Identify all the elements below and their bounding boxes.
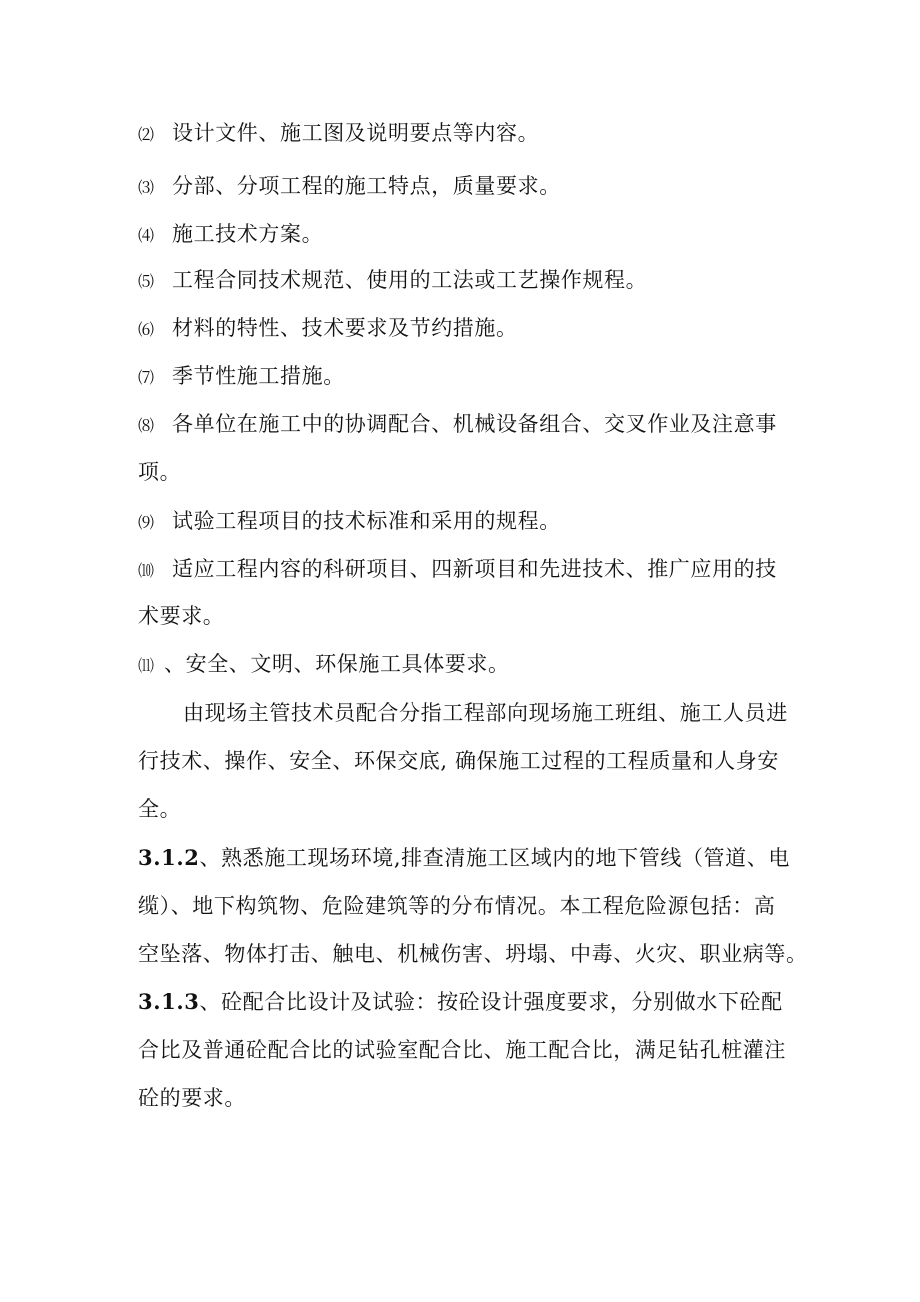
item-text: 各单位在施工中的协调配合、机械设备组合、交叉作业及注意事 xyxy=(172,412,777,436)
item-text: 分部、分项工程的施工特点，质量要求。 xyxy=(172,174,561,198)
item-text: 材料的特性、技术要求及节约措施。 xyxy=(172,316,518,340)
section-text: 、熟悉施工现场环境,排查清施工区域内的地下管线（管道、电 xyxy=(199,846,790,870)
item-number: ⑷ xyxy=(138,226,155,245)
list-item-2 xyxy=(138,121,788,147)
section-3-1-3-line-3: 砼的要求。 xyxy=(138,1086,246,1110)
item-text: 工程合同技术规范、使用的工法或工艺操作规程。 xyxy=(172,268,648,292)
list-item-10 xyxy=(138,557,788,583)
section-3-1-2-line-1 xyxy=(138,846,788,870)
section-3-1-3-line-1 xyxy=(138,990,788,1014)
item-text: 施工技术方案。 xyxy=(172,222,324,246)
paragraph-line-3: 全。 xyxy=(138,797,182,821)
item-text: 设计文件、施工图及说明要点等内容。 xyxy=(172,121,540,145)
list-item-9 xyxy=(138,509,788,535)
item-number: ⑹ xyxy=(138,320,155,339)
section-3-1-2-line-2: 缆）、地下构筑物、危险建筑等的分布情况。本工程危险源包括：高 xyxy=(138,894,776,918)
section-number: 3.1.2 xyxy=(138,845,200,870)
item-text: 试验工程项目的技术标准和采用的规程。 xyxy=(172,509,561,533)
item-number: ⑽ xyxy=(138,561,155,580)
item-text: 季节性施工措施。 xyxy=(172,364,345,388)
list-item-4 xyxy=(138,222,788,248)
item-text: 、安全、文明、环保施工具体要求。 xyxy=(164,652,510,676)
list-item-5 xyxy=(138,268,788,294)
list-item-11 xyxy=(138,652,788,678)
item-number: ⑸ xyxy=(138,272,155,291)
item-number: ⑵ xyxy=(138,125,155,144)
item-number: ⑺ xyxy=(138,368,155,387)
item-number: ⑶ xyxy=(138,178,155,197)
list-item-8 xyxy=(138,412,788,438)
list-item-6 xyxy=(138,316,788,342)
list-item-10-continuation: 术要求。 xyxy=(138,604,225,628)
item-number: ⑾ xyxy=(138,656,155,675)
item-number: ⑼ xyxy=(138,513,155,532)
paragraph-line-2: 行技术、操作、安全、环保交底, 确保施工过程的工程质量和人身安 xyxy=(138,749,779,773)
section-text: 、砼配合比设计及试验：按砼设计强度要求，分别做水下砼配 xyxy=(199,990,783,1014)
item-text: 适应工程内容的科研项目、四新项目和先进技术、推广应用的技 xyxy=(172,557,777,581)
section-3-1-2-line-3: 空坠落、物体打击、触电、机械伤害、坍塌、中毒、火灾、职业病等。 xyxy=(138,942,808,966)
section-number: 3.1.3 xyxy=(138,989,200,1014)
section-3-1-3-line-2: 合比及普通砼配合比的试验室配合比、施工配合比，满足钻孔桩灌注 xyxy=(138,1038,786,1062)
item-number: ⑻ xyxy=(138,416,155,435)
list-item-7 xyxy=(138,364,788,390)
list-item-3 xyxy=(138,174,788,200)
list-item-8-continuation: 项。 xyxy=(138,460,182,484)
paragraph-line-1: 由现场主管技术员配合分指工程部向现场施工班组、施工人员进 xyxy=(183,701,788,725)
